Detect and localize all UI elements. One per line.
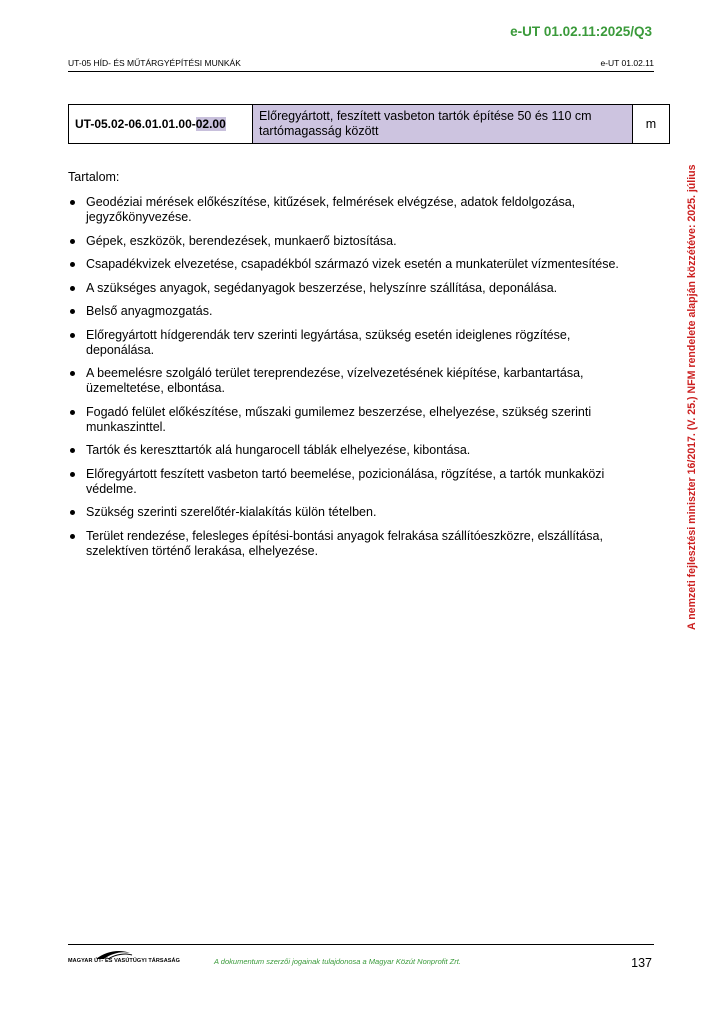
- item-unit: m: [633, 105, 670, 144]
- document-code: e-UT 01.02.11:2025/Q3: [510, 24, 652, 39]
- content-list: [68, 195, 628, 559]
- list-item: A szükséges anyagok, segédanyagok beszerzése, helyszínre szállítása, deponálása.: [68, 281, 628, 296]
- item-code-suffix: 02.00: [195, 117, 226, 131]
- list-item: A beemelésre szolgáló terület tereprendezése, vízelvezetésének kiépítése, karbantartása, üzemeltetése, elbontása.: [68, 366, 628, 396]
- footer-copyright: A dokumentum szerzői jogainak tulajdonosa a Magyar Közút Nonprofit Zrt.: [214, 957, 461, 966]
- list-item: Előregyártott feszített vasbeton tartó beemelése, pozicionálása, rögzítése, a tartók munkaközi védelme.: [68, 467, 628, 497]
- running-header: [68, 58, 654, 72]
- page-number: 137: [631, 956, 652, 970]
- list-item: Előregyártott hídgerendák terv szerinti legyártása, szükség esetén ideiglenes rögzítése, deponálása.: [68, 328, 628, 358]
- bullet-icon: [70, 239, 75, 244]
- list-item: Terület rendezése, felesleges építési-bontási anyagok felrakása szállítóeszközre, elszállítása, szelektíven történő lerakása, elhelyezése.: [68, 529, 628, 559]
- list-item: Fogadó felület előkészítése, műszaki gumilemez beszerzése, elhelyezése, szükség szerinti munkaszinttel.: [68, 405, 628, 435]
- list-item: Geodéziai mérések előkészítése, kitűzések, felmérések elvégzése, adatok feldolgozása, jegyzőkönyvezése.: [68, 195, 628, 225]
- item-description: Előregyártott, feszített vasbeton tartók építése 50 és 110 cm tartómagasság között: [253, 105, 633, 144]
- content-title: Tartalom:: [68, 170, 120, 184]
- bullet-icon: [70, 510, 75, 515]
- publication-side-note: A nemzeti fejlesztési miniszter 16/2017. (V. 25.) NFM rendelete alapján közzétéve: 2025. július: [686, 164, 698, 630]
- list-item: Tartók és kereszttartók alá hungarocell táblák elhelyezése, kibontása.: [68, 443, 628, 458]
- bullet-icon: [70, 410, 75, 415]
- list-item: Belső anyagmozgatás.: [68, 304, 628, 319]
- bullet-icon: [70, 286, 75, 291]
- item-code: UT-05.02-06.01.01.00-02.00: [69, 105, 253, 144]
- bullet-icon: [70, 333, 75, 338]
- bullet-icon: [70, 534, 75, 539]
- list-item: Szükség szerinti szerelőtér-kialakítás külön tételben.: [68, 505, 628, 520]
- item-row: [69, 105, 670, 144]
- list-item: Gépek, eszközök, berendezések, munkaerő biztosítása.: [68, 234, 628, 249]
- list-item: Csapadékvizek elvezetése, csapadékból származó vizek esetén a munkaterület vízmentesítése.: [68, 257, 628, 272]
- bullet-icon: [70, 448, 75, 453]
- header-section-title: UT-05 HÍD- ÉS MŰTÁRGYÉPÍTÉSI MUNKÁK: [68, 58, 241, 68]
- content-section: [68, 170, 628, 567]
- society-logo: [68, 948, 178, 968]
- bullet-icon: [70, 262, 75, 267]
- item-table: [68, 104, 670, 144]
- bullet-icon: [70, 200, 75, 205]
- bullet-icon: [70, 371, 75, 376]
- logo-text: MAGYAR ÚT- ÉS VASÚTÜGYI TÁRSASÁG: [68, 958, 180, 964]
- footer-divider: [68, 944, 654, 945]
- bullet-icon: [70, 472, 75, 477]
- bullet-icon: [70, 309, 75, 314]
- header-doc-ref: e-UT 01.02.11: [600, 58, 654, 68]
